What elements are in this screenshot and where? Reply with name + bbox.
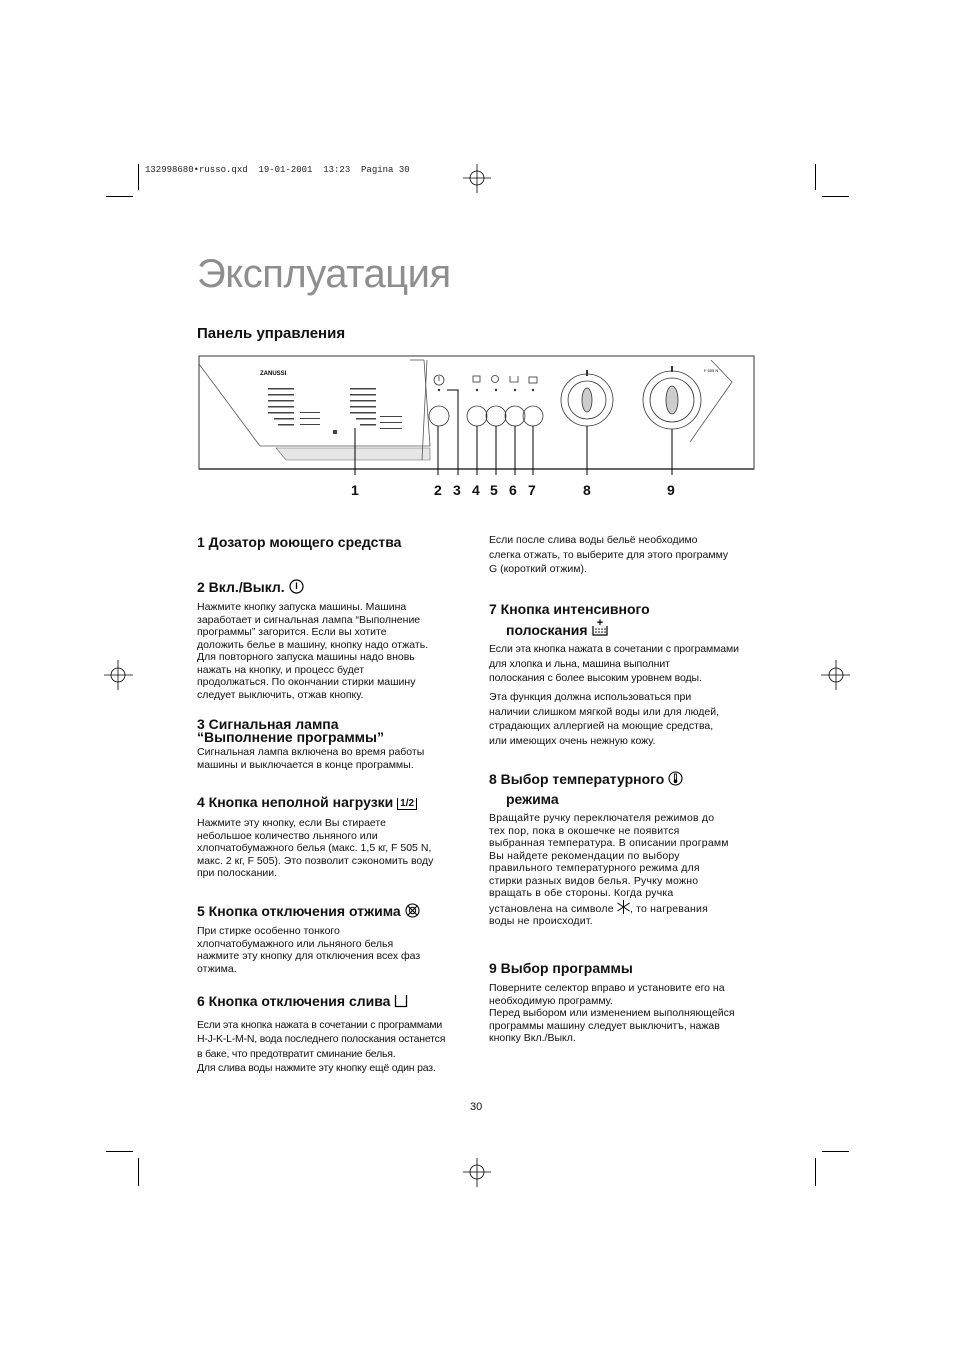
paragraph-extra-rinse-b: Эта функция должна использоваться при наличии слишком мягкой воды или для людей, страдающих аллергией на моющие средства, или имеющих очень нежную кожу. [489,691,719,747]
callout-2: 2 [434,482,442,498]
heading-program-selector: 9 Выбор программы [489,960,633,976]
paragraph-program-selector: Поверните селектор вправо и установите его на необходимую программу. Перед выбором или изменением выполняющейся программы машину следует выключитъ, нажав кнопку Вкл./Выкл. [489,982,735,1044]
page-title: Эксплуатация [197,252,451,296]
paragraph-no-spin: При стирке особенно тонкого хлопчатобумажного или льняного белья нажмите эту кнопку для отключения всех фаз отжима. [197,925,421,975]
callout-5: 5 [490,482,498,498]
paragraph-no-drain: Если эта кнопка нажата в сочетании с программами H-J-K-L-M-N, вода последнего полоскания останется в баке, что предотвратит сминание белья. Для слива воды нажмите эту кнопку ещё один раз. [197,1019,446,1074]
crop-mark [106,196,133,197]
crop-mark [138,164,139,190]
callout-3: 3 [453,482,461,498]
paragraph-temperature: Вращайте ручку переключателя режимов до тех пор, пока в окошечке не появится выбранная температура. В описании программ Вы найдете рекомендации по выбору правильного температурного режима для стирки разных видов белья. Ручку можно вращать в обе стороны. Когда ручка установлена на символе , то нагревания воды не происходит. [489,812,729,927]
crop-mark [822,1151,849,1152]
page-number: 30 [470,1101,483,1113]
heading-half-load: 4 Кнопка неполной нагрузки 1/2 [197,794,463,810]
heading-on-off: 2 Вкл./Выкл. [197,579,463,595]
extra-rinse-icon [591,619,609,637]
brand-logo: ZANUSSI [260,371,287,377]
model-label: F 505 N [704,368,719,373]
paragraph-indicator-lamp: Сигнальная лампа включена во время работы машины и выключается в конце программы. [197,746,425,771]
control-panel-illustration [190,350,760,475]
callout-8: 8 [583,482,591,498]
cold-wash-icon [617,900,630,914]
paragraph-half-load: Нажмите эту кнопку, если Вы стираете небольшое количество льняного или хлопчатобумажного белья (макс. 1,5 кг, F 505 N, макс. 2 кг, F 505). Это позволит сэкономить воду при полоскании. [197,817,434,879]
crop-mark [138,1158,139,1186]
crop-mark [815,164,816,190]
paragraph-no-drain-continued: Если после слива воды бельё необходимо слегка отжать, то выберите для этого программу G (короткий отжим). [489,534,729,575]
crop-mark [822,196,849,197]
callout-9: 9 [667,482,675,498]
heading-no-drain: 6 Кнопка отключения слива [197,993,463,1009]
power-icon [289,579,304,594]
crop-mark [815,1158,816,1186]
heading-temperature: 8 Выбор температурного режима [489,769,757,809]
print-header: 132998680•russo.qxd 19-01-2001 13:23 Pagina 30 [145,165,410,175]
paragraph-on-off: Нажмите кнопку запуска машины. Машина заработает и сигнальная лампа “Выполнение программы” загорится. Если вы хотите доложить белье в машину, кнопку надо отжать. Для повторного запуска машины надо вновь нажать на кнопку, и процесс будет продолжаться. По окончании стирки машину следует выключить, отжав кнопку. [197,601,429,701]
callout-1: 1 [351,482,359,498]
half-load-icon: 1/2 [397,798,417,810]
registration-mark-left [104,658,134,692]
heading-indicator-lamp: 3 Сигнальная лампа “Выполнение программы” [197,716,384,745]
heading-extra-rinse: 7 Кнопка интенсивного полоскания [489,601,650,638]
registration-mark-right [820,658,850,692]
callout-7: 7 [528,482,536,498]
callout-4: 4 [472,482,480,498]
callout-6: 6 [509,482,517,498]
heading-detergent-dispenser: 1 Дозатор моющего средства [197,534,402,550]
registration-mark-top [460,164,494,194]
no-spin-icon [405,903,420,918]
paragraph-extra-rinse-a: Если эта кнопка нажата в сочетании с программами для хлопка и льна, машина выполнит полоскания с более высоким уровнем воды. [489,643,739,684]
rinse-hold-icon [394,994,408,1008]
heading-no-spin: 5 Кнопка отключения отжима [197,903,463,919]
crop-mark [106,1151,133,1152]
section-subtitle: Панель управления [197,325,346,342]
temperature-icon [668,771,683,786]
registration-mark-bottom [460,1158,494,1188]
